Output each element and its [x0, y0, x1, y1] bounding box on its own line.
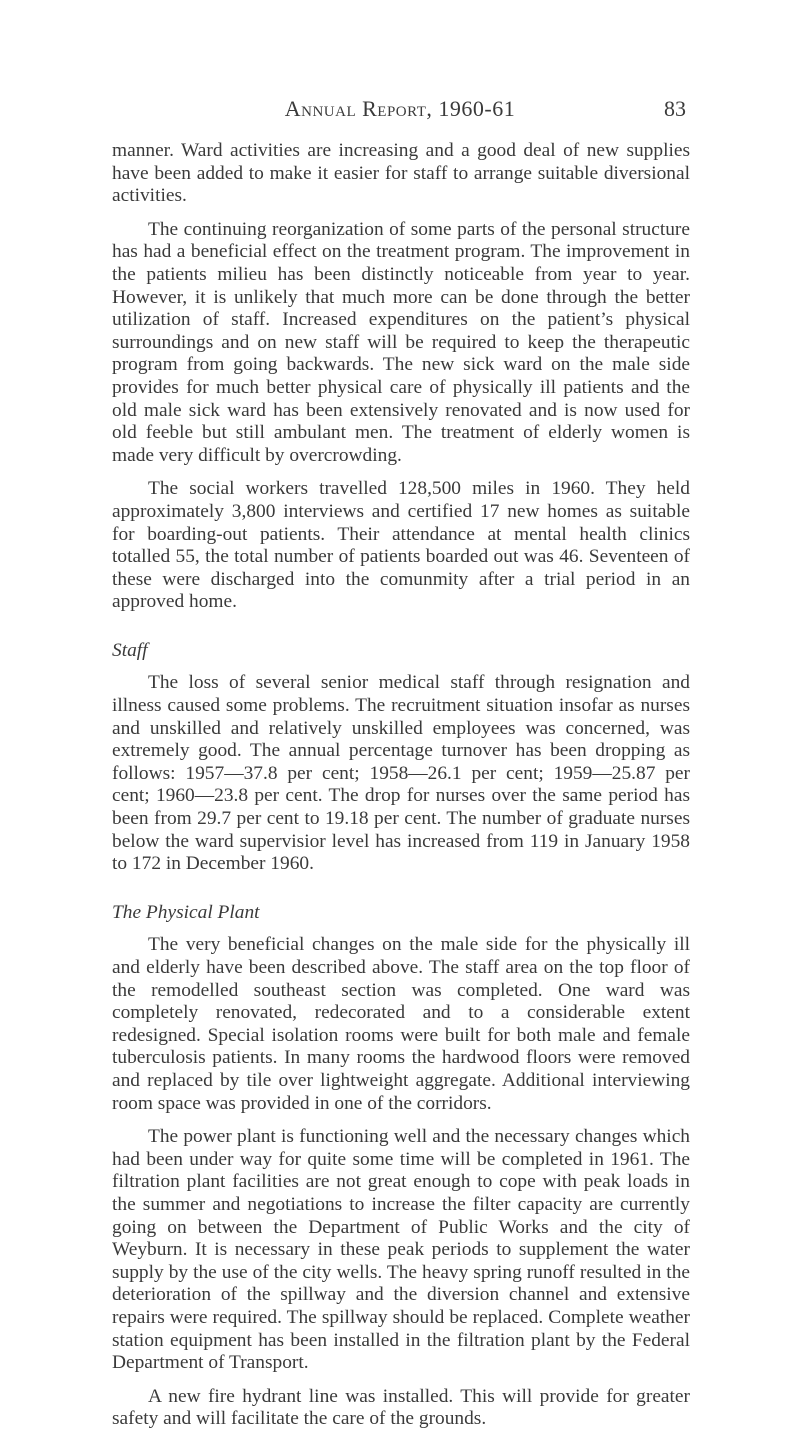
header-title: Annual Report, 1960-61 — [284, 96, 516, 121]
paragraph-physical-plant: The very beneficial changes on the male side for the physically ill and elderly have been described above. The staff area on the top floor of the remodelled southeast section was completed. One ward was completely renovated, redecorated and to a considerable extent redesigned. Special isolation rooms were built for both male and female tuberculosis patients. In many rooms the hardwood floors were removed and replaced by tile over lightweight aggregate. Additional interviewing room space was provided in one of the corridors. — [112, 934, 690, 1114]
section-heading-physical-plant: The Physical Plant — [112, 901, 260, 923]
paragraph-reorganization: The continuing reorganization of some parts of the personal structure has had a beneficial effect on the treatment program. The improvement in the patients milieu has been distinctly noticeable from year to year. However, it is unlikely that much more can be done through the better utilization of staff. Increased expenditures on the patient’s physical surroundings and on new staff will be required to keep the therapeutic program from going backwards. The new sick ward on the male side provides for much better physical care of physically ill patients and the old male sick ward has been extensively renovated and is now used for old feeble but still ambulant men. The treatment of elderly women is made very difficult by overcrowding. — [112, 218, 690, 466]
paragraph-continuation: manner. Ward activities are increasing and a good deal of new supplies have been added to make it easier for staff to arrange suitable diversional activities. — [112, 140, 690, 207]
running-header — [0, 96, 800, 126]
body-text — [112, 140, 690, 1442]
paragraph-power-plant: The power plant is functioning well and the necessary changes which had been under way for quite some time will be completed in 1961. The filtration plant facilities are not great enough to cope with peak loads in the summer and negotiations to increase the filter capacity are currently going on between the Department of Public Works and the city of Weyburn. It is necessary in these peak periods to supplement the water supply by the use of the city wells. The heavy spring runoff resulted in the deterioration of the spillway and the diversion channel and extensive repairs were required. The spillway should be replaced. Complete weather station equipment has been installed in the filtration plant by the Federal Department of Transport. — [112, 1126, 690, 1374]
paragraph-social-workers: The social workers travelled 128,500 miles in 1960. They held approximately 3,800 interviews and certified 17 new homes as suitable for boarding-out patients. Their attendance at mental health clinics totalled 55, the total number of patients boarded out was 46. Seventeen of these were discharged into the comunmity after a trial period in an approved home. — [112, 478, 690, 613]
paragraph-fire-hydrant: A new fire hydrant line was installed. This will provide for greater safety and will facilitate the care of the grounds. — [112, 1385, 690, 1430]
paragraph-staff: The loss of several senior medical staff through resignation and illness caused some problems. The recruitment situation insofar as nurses and unskilled and relatively unskilled employees was concerned, was extremely good. The annual percentage turnover has been dropping as follows: 1957—37.8 per cent; 1958—26.1 per cent; 1959—25.87 per cent; 1960—23.8 per cent. The drop for nurses over the same period has been from 29.7 per cent to 19.18 per cent. The number of graduate nurses below the ward supervisior level has increased from 119 in January 1958 to 172 in December 1960. — [112, 672, 690, 875]
page-number: 83 — [664, 96, 686, 121]
section-heading-staff: Staff — [112, 639, 148, 661]
